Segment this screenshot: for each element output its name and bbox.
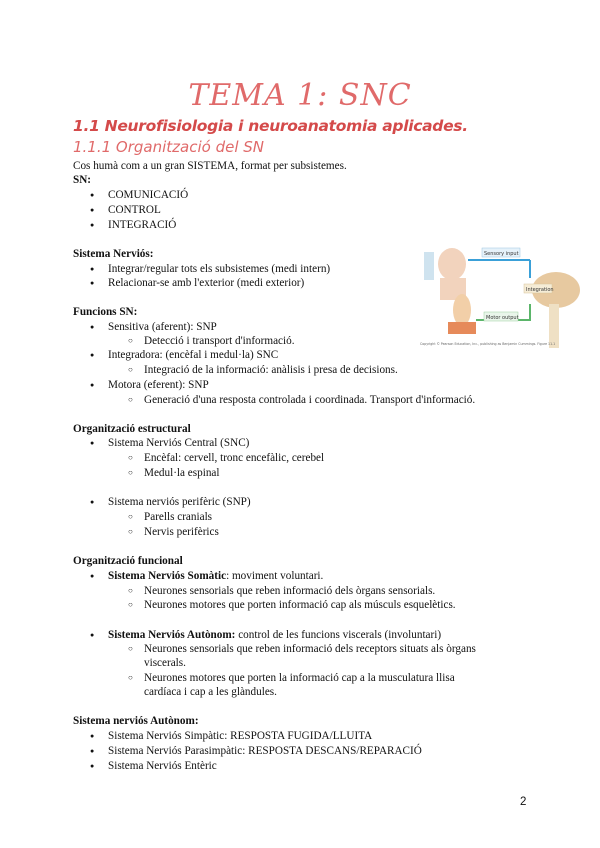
sensory-label: Sensory input <box>484 251 519 257</box>
list-item: ● Sistema Nerviós Parasimpàtic: RESPOSTA DESCANS/REPARACIÓ <box>108 744 422 758</box>
list-item: ● Motora (eferent): SNP <box>108 378 209 392</box>
list-item: ● Sistema Nerviós Central (SNC) <box>108 436 249 450</box>
motor-label: Motor output <box>486 315 519 321</box>
autonom-title: Sistema Nerviós Autònom: <box>108 629 236 641</box>
sub-list-item: ○ Encèfal: cervell, tronc encefàlic, cerebel <box>144 451 324 465</box>
sub-list-item: ○ Neurones motores que porten la informació cap a la musculatura llisa <box>144 671 455 685</box>
sub-list-item: ○ Generació d'una resposta controlada i coordinada. Transport d'informació. <box>144 393 475 407</box>
sub-list-item: ○ Nervis perifèrics <box>144 525 219 539</box>
somatic-title: Sistema Nerviós Somàtic <box>108 570 227 582</box>
somatic-desc: : moviment voluntari. <box>226 570 324 582</box>
diagram-svg <box>418 242 584 350</box>
subsection-heading: 1.1.1 Organització del SN <box>73 138 265 156</box>
list-item: ● CONTROL <box>108 203 161 217</box>
section-heading: 1.1 Neurofisiologia i neuroanatomia aplicades. <box>73 117 468 135</box>
integration-label: Integration <box>526 287 554 293</box>
sub-list-item-cont: cardíaca i cap a les glàndules. <box>144 686 277 698</box>
arm-shape <box>453 294 471 326</box>
list-item: ● Relacionar-se amb l'exterior (medi exterior) <box>108 276 304 290</box>
nervous-system-diagram <box>418 242 584 350</box>
sub-list-item-cont: viscerals. <box>144 657 186 669</box>
head-shape <box>438 248 466 280</box>
list-item-somatic <box>108 569 323 583</box>
list-item: ● Integradora: (encèfal i medul·la) SNC <box>108 348 278 362</box>
list-item: ● Sistema nerviós perifèric (SNP) <box>108 495 251 509</box>
funcions-label: Funcions SN: <box>73 306 138 318</box>
autonom-label: Sistema nerviós Autònom: <box>73 715 199 727</box>
sub-list-item: ○ Neurones sensorials que reben informació dels òrgans sensorials. <box>144 584 435 598</box>
intro-text: Cos humà com a un gran SISTEMA, format per subsistemes. <box>73 160 347 172</box>
sistema-nervios-label: Sistema Nerviós: <box>73 248 154 260</box>
funcional-label: Organització funcional <box>73 555 183 567</box>
page-number: 2 <box>520 796 527 808</box>
sub-list-item: ○ Parells cranials <box>144 510 212 524</box>
sleeve-shape <box>448 322 476 334</box>
list-item-autonom <box>108 628 441 642</box>
autonom-desc: control de les funcions viscerals (involuntari) <box>235 629 442 641</box>
sn-label: SN: <box>73 174 92 186</box>
sub-list-item: ○ Neurones motores que porten informació cap als músculs esquelètics. <box>144 598 456 612</box>
list-item: ● INTEGRACIÓ <box>108 218 176 232</box>
sub-list-item: ○ Integració de la informació: anàlisis i presa de decisions. <box>144 363 398 377</box>
list-item: ● Integrar/regular tots els subsistemes (medi intern) <box>108 262 330 276</box>
sub-list-item: ○ Medul·la espinal <box>144 466 220 480</box>
figure-caption: Copyright © Pearson Education, Inc., publishing as Benjamin Cummings. Figure 11.1 <box>420 342 556 346</box>
page-title: TEMA 1: SNC <box>188 78 412 113</box>
list-item: ● Sistema Nerviós Simpàtic: RESPOSTA FUGIDA/LLUITA <box>108 729 372 743</box>
list-item: ● COMUNICACIÓ <box>108 188 188 202</box>
estructural-label: Organització estructural <box>73 423 191 435</box>
glass-shape <box>424 252 434 280</box>
list-item: ● Sistema Nerviós Entèric <box>108 759 217 773</box>
sub-list-item: ○ Neurones sensorials que reben informació dels receptors situats als òrgans <box>144 642 476 656</box>
list-item: ● Sensitiva (aferent): SNP <box>108 320 217 334</box>
sub-list-item: ○ Detecció i transport d'informació. <box>144 334 295 348</box>
